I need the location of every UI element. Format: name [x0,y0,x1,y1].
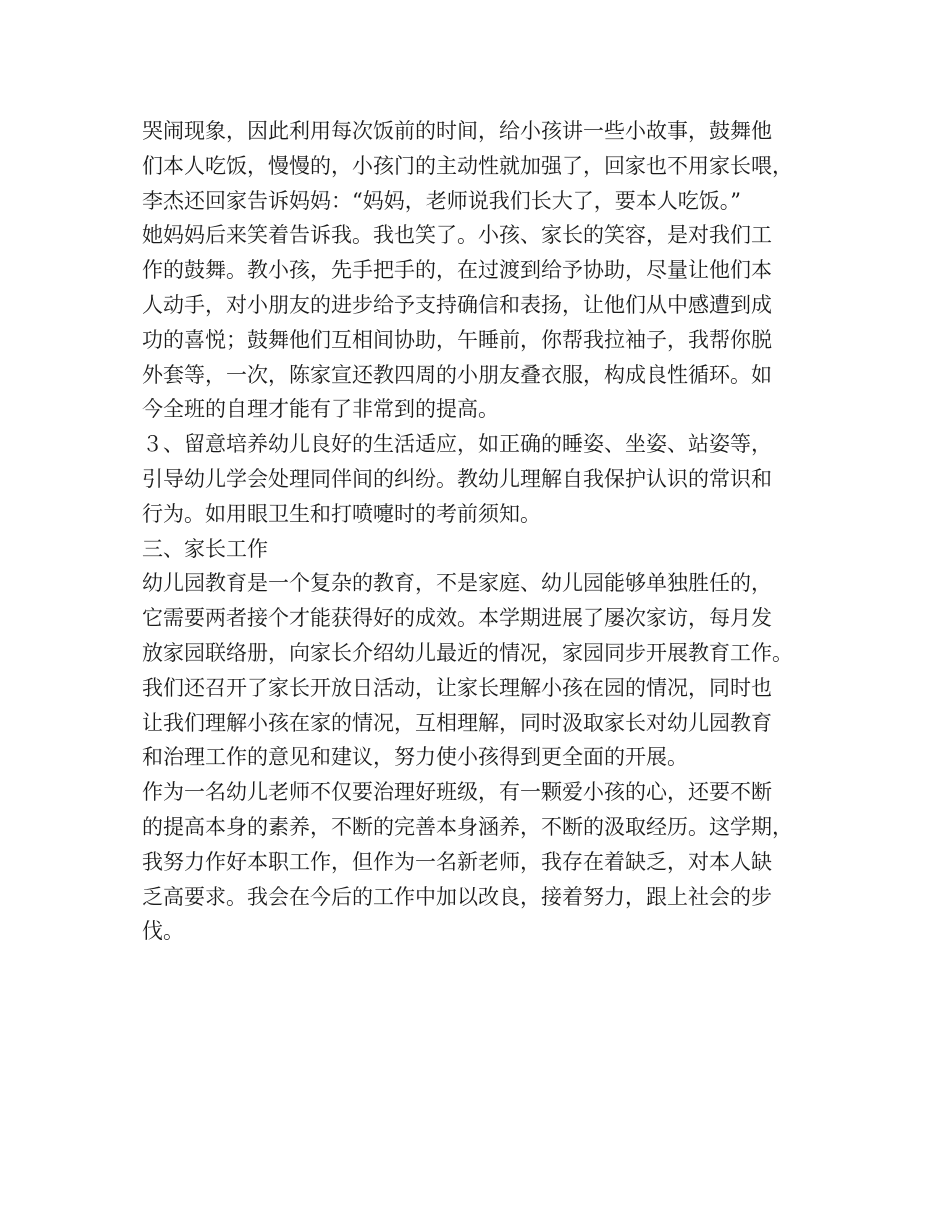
text-line: 今全班的自理才能有了非常到的提高。 [142,397,499,422]
text-line: 人动手，对小朋友的进步给予支持确信和表扬，让他们从中感遭到成 [142,292,772,317]
text-line: 幼儿园教育是一个复杂的教育，不是家庭、幼儿园能够单独胜任的， [142,571,772,596]
text-line: 引导幼儿学会处理同伴间的纠纷。教幼儿理解自我保护认识的常识和 [142,466,772,491]
text-line: 我努力作好本职工作，但作为一名新老师，我存在着缺乏，对本人缺 [142,849,772,874]
text-line: 哭闹现象，因此利用每次饭前的时间，给小孩讲一些小故事，鼓舞他 [142,119,772,143]
text-line: 的提高本身的素养，不断的完善本身涵养，不断的汲取经历。这学期， [142,814,793,839]
text-line: 们本人吃饭，慢慢的，小孩门的主动性就加强了，回家也不用家长喂， [142,153,793,178]
text-line: 伐。 [142,919,184,944]
text-line: 作的鼓舞。教小孩，先手把手的，在过渡到给予协助，尽量让他们本 [142,258,772,283]
text-line: 让我们理解小孩在家的情况，互相理解，同时汲取家长对幼儿园教育 [142,710,772,735]
body-text [142,114,822,949]
text-line: 作为一名幼儿老师不仅要治理好班级，有一颗爱小孩的心，还要不断 [142,780,772,805]
text-line: 李杰还回家告诉妈妈：“妈妈，老师说我们长大了，要本人吃饭。” [142,188,741,213]
text-line: 行为。如用眼卫生和打喷嚏时的考前须知。 [142,501,541,526]
text-line: 乏高要求。我会在今后的工作中加以改良，接着努力，跟上社会的步 [142,884,772,909]
text-line: 外套等，一次，陈家宣还教四周的小朋友叠衣服，构成良性循环。如 [142,362,772,387]
text-line: 和治理工作的意见和建议，努力使小孩得到更全面的开展。 [142,745,688,770]
text-line: 我们还召开了家长开放日活动，让家长理解小孩在园的情况，同时也 [142,675,772,700]
text-line: 她妈妈后来笑着告诉我。我也笑了。小孩、家长的笑容，是对我们工 [142,223,772,248]
section-heading: 三、家长工作 [142,536,268,561]
text-line: 放家园联络册，向家长介绍幼儿最近的情况，家园同步开展教育工作。 [142,640,793,665]
text-line: 它需要两者接个才能获得好的成效。本学期进展了屡次家访，每月发 [142,606,772,631]
list-item-3: ３、留意培养幼儿良好的生活适应，如正确的睡姿、坐姿、站姿等， [142,432,772,457]
text-line: 功的喜悦；鼓舞他们互相间协助，午睡前，你帮我拉袖子，我帮你脱 [142,327,772,352]
